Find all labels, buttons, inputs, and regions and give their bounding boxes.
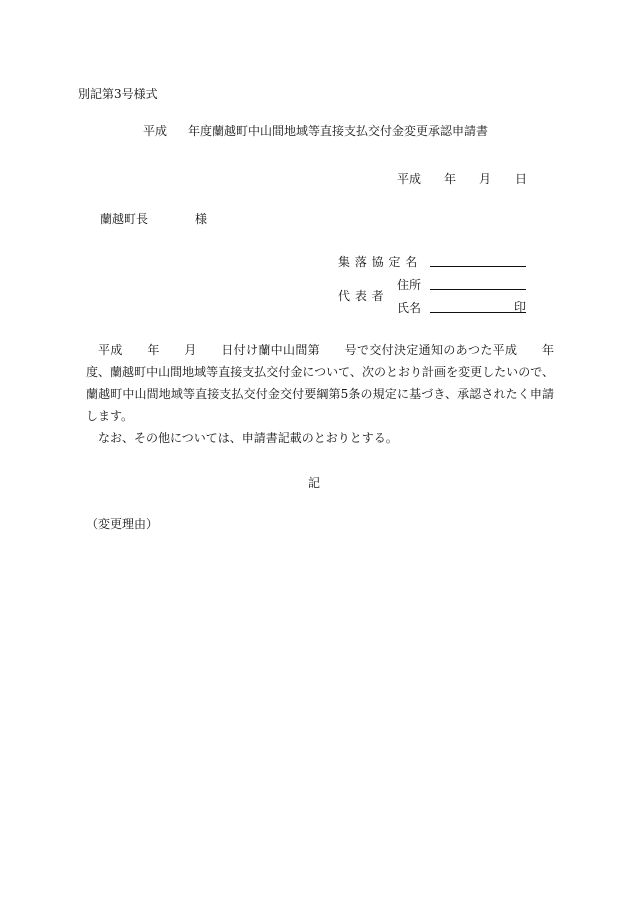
note-paragraph: なお、その他については、申請書記載のとおりとする。: [98, 431, 398, 445]
group-agreement-line: [430, 266, 526, 267]
representative-label: 代 表 者: [338, 289, 385, 303]
request-body: [86, 339, 554, 449]
seal-mark: 印: [514, 300, 527, 314]
date-year: 年: [444, 172, 457, 186]
title-text: 年度蘭越町中山間地域等直接支払交付金変更承認申請書: [188, 124, 489, 138]
address-label: 住所: [397, 278, 422, 292]
group-agreement-label: 集 落 協 定 名: [338, 255, 418, 269]
request-paragraph: 平成 年 月 日付け蘭中山間第 号で交付決定通知のあつた平成 年度、蘭越町中山間地域等直接支払交付金について、次のとおり計画を変更したいので、蘭越町中山間地域等直接支払交付金交付要綱第5条の規定に基づき、承認されたく申請します。: [86, 343, 554, 423]
addressee-honorific: 様: [195, 212, 208, 226]
date-era: 平成: [397, 172, 422, 186]
date-day: 日: [515, 172, 528, 186]
addressee-name: 蘭越町長: [100, 212, 149, 226]
ki-heading: 記: [308, 476, 321, 490]
name-label: 氏名: [397, 301, 422, 315]
address-line: [430, 289, 526, 290]
title-era: 平成: [143, 124, 168, 138]
form-id: 別記第3号様式: [78, 87, 158, 101]
application-date: [0, 170, 630, 184]
change-reason-label: （変更理由）: [86, 517, 159, 531]
name-line: [430, 312, 526, 313]
date-month: 月: [479, 172, 492, 186]
